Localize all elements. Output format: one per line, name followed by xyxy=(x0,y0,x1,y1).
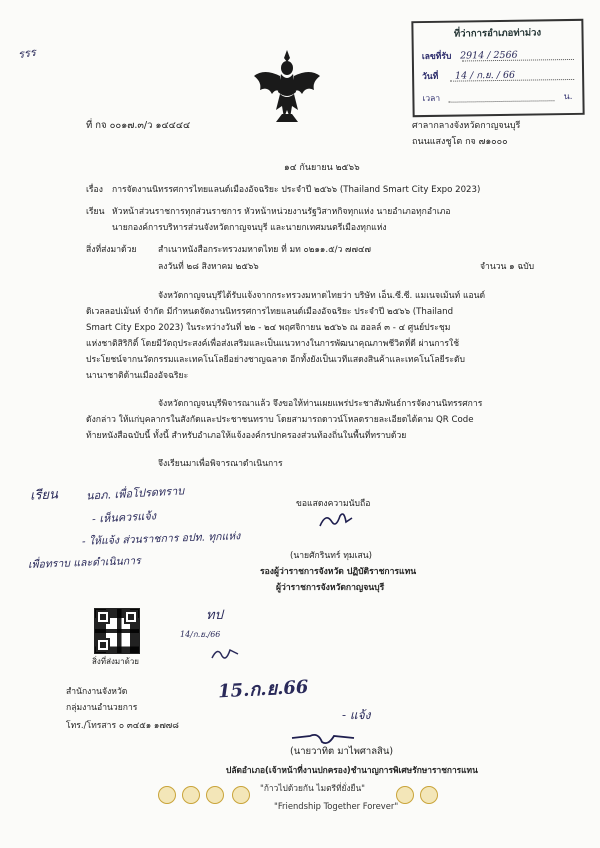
qr-caption: สิ่งที่ส่งมาด้วย xyxy=(92,657,139,666)
stamp-date-label: วันที่ xyxy=(422,71,439,83)
sender-address-line2: ถนนแสงชูโต กจ ๗๑๐๐๐ xyxy=(412,137,508,147)
stamp-title: ที่ว่าการอำเภอท่าม่วง xyxy=(453,27,542,40)
attachment-line2: ลงวันที่ ๒๘ สิงหาคม ๒๕๖๖ xyxy=(158,262,259,272)
handwritten-note: - แจ้ง xyxy=(342,708,371,722)
qr-finder xyxy=(96,638,110,652)
stamp-receive-no: 2914 / 2566 xyxy=(459,49,518,62)
to-line1: หัวหน้าส่วนราชการทุกส่วนราชการ หัวหน้าหน่วยงานรัฐวิสาหกิจทุกแห่ง นายอำเภอทุกอำเภอ xyxy=(112,207,451,217)
margin-note: รรร xyxy=(17,45,37,62)
closing-text: ขอแสดงความนับถือ xyxy=(296,499,371,509)
body-line: ดิเวลลอปเม้นท์ จำกัด มีกำหนดจัดงานนิทรรศการไทยแลนด์เมืองอัจฉริยะ ประจำปี ๒๕๖๖ (Thailand xyxy=(86,307,454,317)
handwritten-note: - เห็นควรแจ้ง xyxy=(91,509,157,526)
footer-slogan-en: "Friendship Together Forever" xyxy=(274,801,399,811)
handwritten-note: เพื่อทราบ และดำเนินการ xyxy=(27,555,141,571)
signature-image xyxy=(316,508,356,532)
body-line: แห่งชาติสิริกิติ์ โดยมีวัตถุประสงค์เพื่อส่งเสริมและเป็นแนวทางในการพัฒนาคุณภาพชีวิตที่ดี ผ่านการใช้ xyxy=(86,339,460,349)
handwritten-note: นอภ. เพื่อโปรดทราบ xyxy=(85,484,185,503)
body-line: จังหวัดกาญจนบุรีพิจารณาแล้ว จึงขอให้ท่านเผยแพร่ประชาสัมพันธ์การจัดงานนิทรรศการ xyxy=(158,399,483,409)
document-date: ๑๔ กันยายน ๒๕๖๖ xyxy=(284,163,360,173)
office-line3: โทร./โทรสาร ๐ ๓๔๕๑ ๑๗๗๘ xyxy=(66,721,179,731)
handwritten-note: 14/ก.ย./66 xyxy=(180,630,221,639)
signer-name: (นายศักรินทร์ ทุมเสน) xyxy=(290,551,372,561)
handwritten-scribble xyxy=(210,644,240,664)
attachment-line1: สำเนาหนังสือกระทรวงมหาดไทย ที่ มท ๐๒๑๑.๕/ว ๗๗๔๗ xyxy=(158,245,371,255)
footer-logo xyxy=(182,786,200,804)
stamp-date: 14 / ก.ย. / 66 xyxy=(454,69,516,82)
handwritten-note: เรียน xyxy=(29,487,59,504)
footer-logo xyxy=(158,786,176,804)
signer-position2: ผู้ว่าราชการจังหวัดกาญจนบุรี xyxy=(276,583,385,593)
footer-logo xyxy=(232,786,250,804)
handwritten-note: ทป xyxy=(206,608,223,623)
qr-finder xyxy=(124,610,138,624)
to-label: เรียน xyxy=(86,207,105,217)
footer-logo xyxy=(206,786,224,804)
to-line2: นายกองค์การบริหารส่วนจังหวัดกาญจนบุรี และนายกเทศมนตรีเมืองทุกแห่ง xyxy=(112,223,387,233)
body-line: Smart City Expo 2023) ในระหว่างวันที่ ๒๒ - ๒๔ พฤศจิกายน ๒๕๖๖ ณ ฮอลล์ ๓ - ๔ ศูนย์ประชุม xyxy=(86,323,451,333)
handwritten-note: 15.ก.ย.66 xyxy=(217,676,309,703)
signer-position1: รองผู้ว่าราชการจังหวัด ปฏิบัติราชการแทน xyxy=(260,567,417,577)
stamp-time-row xyxy=(422,89,572,105)
stamp-time-suffix: น. xyxy=(563,91,573,103)
garuda-emblem xyxy=(252,48,322,124)
stamp-receive-no-label: เลขที่รับ xyxy=(421,51,452,63)
footer-slogan-th: "ก้าวไปด้วยกัน ไมตรีที่ยั่งยืน" xyxy=(260,783,366,793)
body-line: นานาชาติด้านเมืองอัจฉริยะ xyxy=(86,371,189,381)
stamp-time-label: เวลา xyxy=(422,93,441,105)
subject-label: เรื่อง xyxy=(86,185,103,195)
body-line: ท้ายหนังสือฉบับนี้ ทั้งนี้ สำหรับอำเภอให้แจ้งองค์กรปกครองส่วนท้องถิ่นในพื้นที่ทราบด้วย xyxy=(86,431,407,441)
second-signer-name: (นายวาทิต มาไพศาลสิน) xyxy=(290,746,394,757)
qr-finder xyxy=(96,610,110,624)
second-signer-position: ปลัดอำเภอ(เจ้าหน้าที่งานปกครอง)ชำนาญการพิเศษรักษาราชการแทน xyxy=(226,765,478,775)
subject-text: การจัดงานนิทรรศการไทยแลนด์เมืองอัจฉริยะ ประจำปี ๒๕๖๖ (Thailand Smart City Expo 2023) xyxy=(112,185,481,195)
document-number: ที่ กจ ๐๐๑๗.๓/ว ๑๔๔๔๔ xyxy=(86,120,191,131)
qr-code xyxy=(94,608,140,654)
attachment-label: สิ่งที่ส่งมาด้วย xyxy=(86,245,137,255)
stamp-line xyxy=(462,59,574,62)
body-line: จึงเรียนมาเพื่อพิจารณาดำเนินการ xyxy=(158,459,283,469)
body-line: ดังกล่าว ให้แก่บุคลากรในสังกัดและประชาชนทราบ โดยสามารถดาวน์โหลดรายละเอียดได้ตาม QR Code xyxy=(86,415,474,425)
footer-logo xyxy=(396,786,414,804)
office-line1: สำนักงานจังหวัด xyxy=(66,687,128,697)
attachment-count: จำนวน ๑ ฉบับ xyxy=(480,262,535,272)
sender-address-line1: ศาลากลางจังหวัดกาญจนบุรี xyxy=(412,121,521,131)
body-line: ประโยชน์จากนวัตกรรมและเทคโนโลยีอย่างชาญฉลาด อีกทั้งยังเป็นเวทีแสดงสินค้าและเทคโนโลยีระดับ xyxy=(86,355,465,365)
stamp-date-row xyxy=(422,68,515,84)
receive-stamp xyxy=(411,19,584,117)
handwritten-note: - ให้แจ้ง ส่วนราชการ อปท. ทุกแห่ง xyxy=(81,530,241,548)
office-line2: กลุ่มงานอำนวยการ xyxy=(66,703,138,713)
body-line: จังหวัดกาญจนบุรีได้รับแจ้งจากกระทรวงมหาดไทยว่า บริษัท เอ็น.ซี.ซี. แมเนจเม้นท์ แอนด์ xyxy=(158,291,486,301)
footer-logo xyxy=(420,786,438,804)
